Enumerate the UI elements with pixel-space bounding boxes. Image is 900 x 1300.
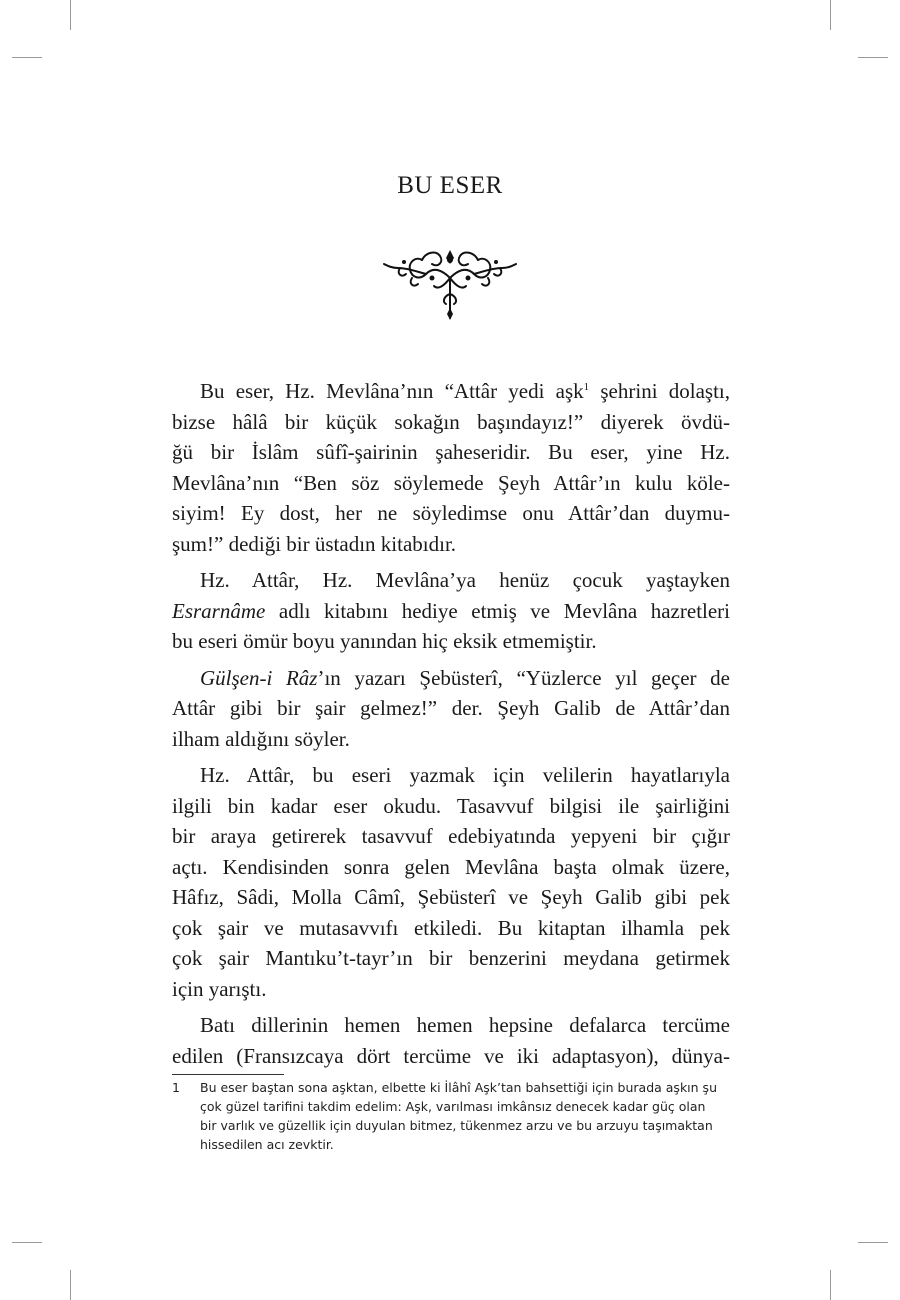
text-line: ğü bir İslâm sûfî-şairinin şaheseridir. Bu eser, yine Hz. — [172, 440, 730, 464]
text-line: çok şair ve mutasavvıfı etkiledi. Bu kitaptan ilhamla pek — [172, 915, 730, 940]
paragraph — [172, 565, 730, 657]
crop-mark — [12, 57, 42, 58]
footnote-reference: 1 — [583, 381, 590, 393]
floral-ornament-icon — [382, 238, 518, 322]
crop-mark — [858, 1242, 888, 1243]
crop-mark — [70, 1270, 71, 1300]
text-line: açtı. Kendisinden sonra gelen Mevlâna başta olmak üzere, — [172, 854, 730, 879]
text-line: Hz. Attâr, bu eseri yazmak için velilerin hayatlarıyla — [200, 763, 730, 787]
footnote — [172, 1078, 730, 1154]
footnote-line: hissedilen acı zevktir. — [200, 1137, 334, 1152]
crop-mark — [12, 1242, 42, 1243]
text-line: Bu eser, Hz. Mevlâna’nın “Attâr yedi aşk$^1$ şehrini dolaştı, — [200, 379, 731, 403]
footnote-number: 1 — [172, 1080, 180, 1095]
text-line: Hz. Attâr, Hz. Mevlâna’ya henüz çocuk yaştayken — [200, 568, 730, 592]
paragraph — [172, 1010, 730, 1071]
footnote-line: çok güzel tarifini takdim edelim: Aşk, varılması imkânsız denecek kadar güç olan — [200, 1099, 706, 1114]
text-line: bir araya getirerek tasavvuf edebiyatında yepyeni bir çığır — [172, 824, 730, 848]
text-line: Gülşen-i Râz’ın yazarı Şebüsterî, “Yüzlerce yıl geçer de — [200, 665, 730, 690]
footnote-line: bir varlık ve güzellik için duyulan bitmez, tükenmez arzu ve bu arzuyu taşımaktan — [200, 1118, 713, 1133]
text-line: Hâfız, Sâdi, Molla Câmî, Şebüsterî ve Şeyh Galib gibi pek — [172, 885, 730, 909]
footnote-line: Bu eser baştan sona aşktan, elbette ki İlâhî Aşk’tan bahsettiği için burada aşkın şu — [200, 1080, 717, 1095]
text-line: için yarıştı. — [172, 976, 267, 1001]
text-line: şum!” dediği bir üstadın kitabıdır. — [172, 531, 457, 556]
crop-mark — [70, 0, 71, 30]
book-title: Esrarnâme — [172, 598, 266, 623]
page-title: BU ESER — [397, 172, 503, 199]
text-line: ilgili bin kadar eser okudu. Tasavvuf bilgisi ile şairliğini — [172, 793, 730, 818]
crop-mark — [830, 1270, 831, 1300]
text-line: siyim! Ey dost, her ne söyledimse onu Attâr’dan duymu- — [172, 501, 730, 525]
text-line: bu eseri ömür boyu yanından hiç eksik etmemiştir. — [172, 629, 597, 653]
text-line: Batı dillerinin hemen hemen hepsine defalarca tercüme — [200, 1013, 730, 1037]
text-line: Esrarnâme adlı kitabını hediye etmiş ve Mevlâna hazretleri — [172, 598, 731, 623]
footnote-text — [200, 1078, 730, 1154]
footnote-divider — [172, 1074, 284, 1075]
book-title: Gülşen-i Râz — [200, 665, 318, 690]
text-line: Attâr gibi bir şair gelmez!” der. Şeyh Galib de Attâr’dan — [172, 696, 730, 720]
text-line: Mevlâna’nın “Ben söz söylemede Şeyh Attâr’ın kulu köle- — [172, 470, 730, 495]
crop-mark — [858, 57, 888, 58]
text-line: bizse hâlâ bir küçük sokağın başındayız!” diyerek övdü- — [172, 409, 730, 434]
paragraph — [172, 663, 730, 755]
text-line: ilham aldığını söyler. — [172, 726, 350, 751]
body-text — [172, 376, 730, 1077]
crop-mark — [830, 0, 831, 30]
text-line: çok şair Mantıku’t-tayr’ın bir benzerini meydana getirmek — [172, 946, 730, 970]
paragraph — [172, 760, 730, 1004]
text-line: edilen (Fransızcaya dört tercüme ve iki adaptasyon), dünya- — [172, 1043, 730, 1068]
paragraph — [172, 376, 730, 559]
